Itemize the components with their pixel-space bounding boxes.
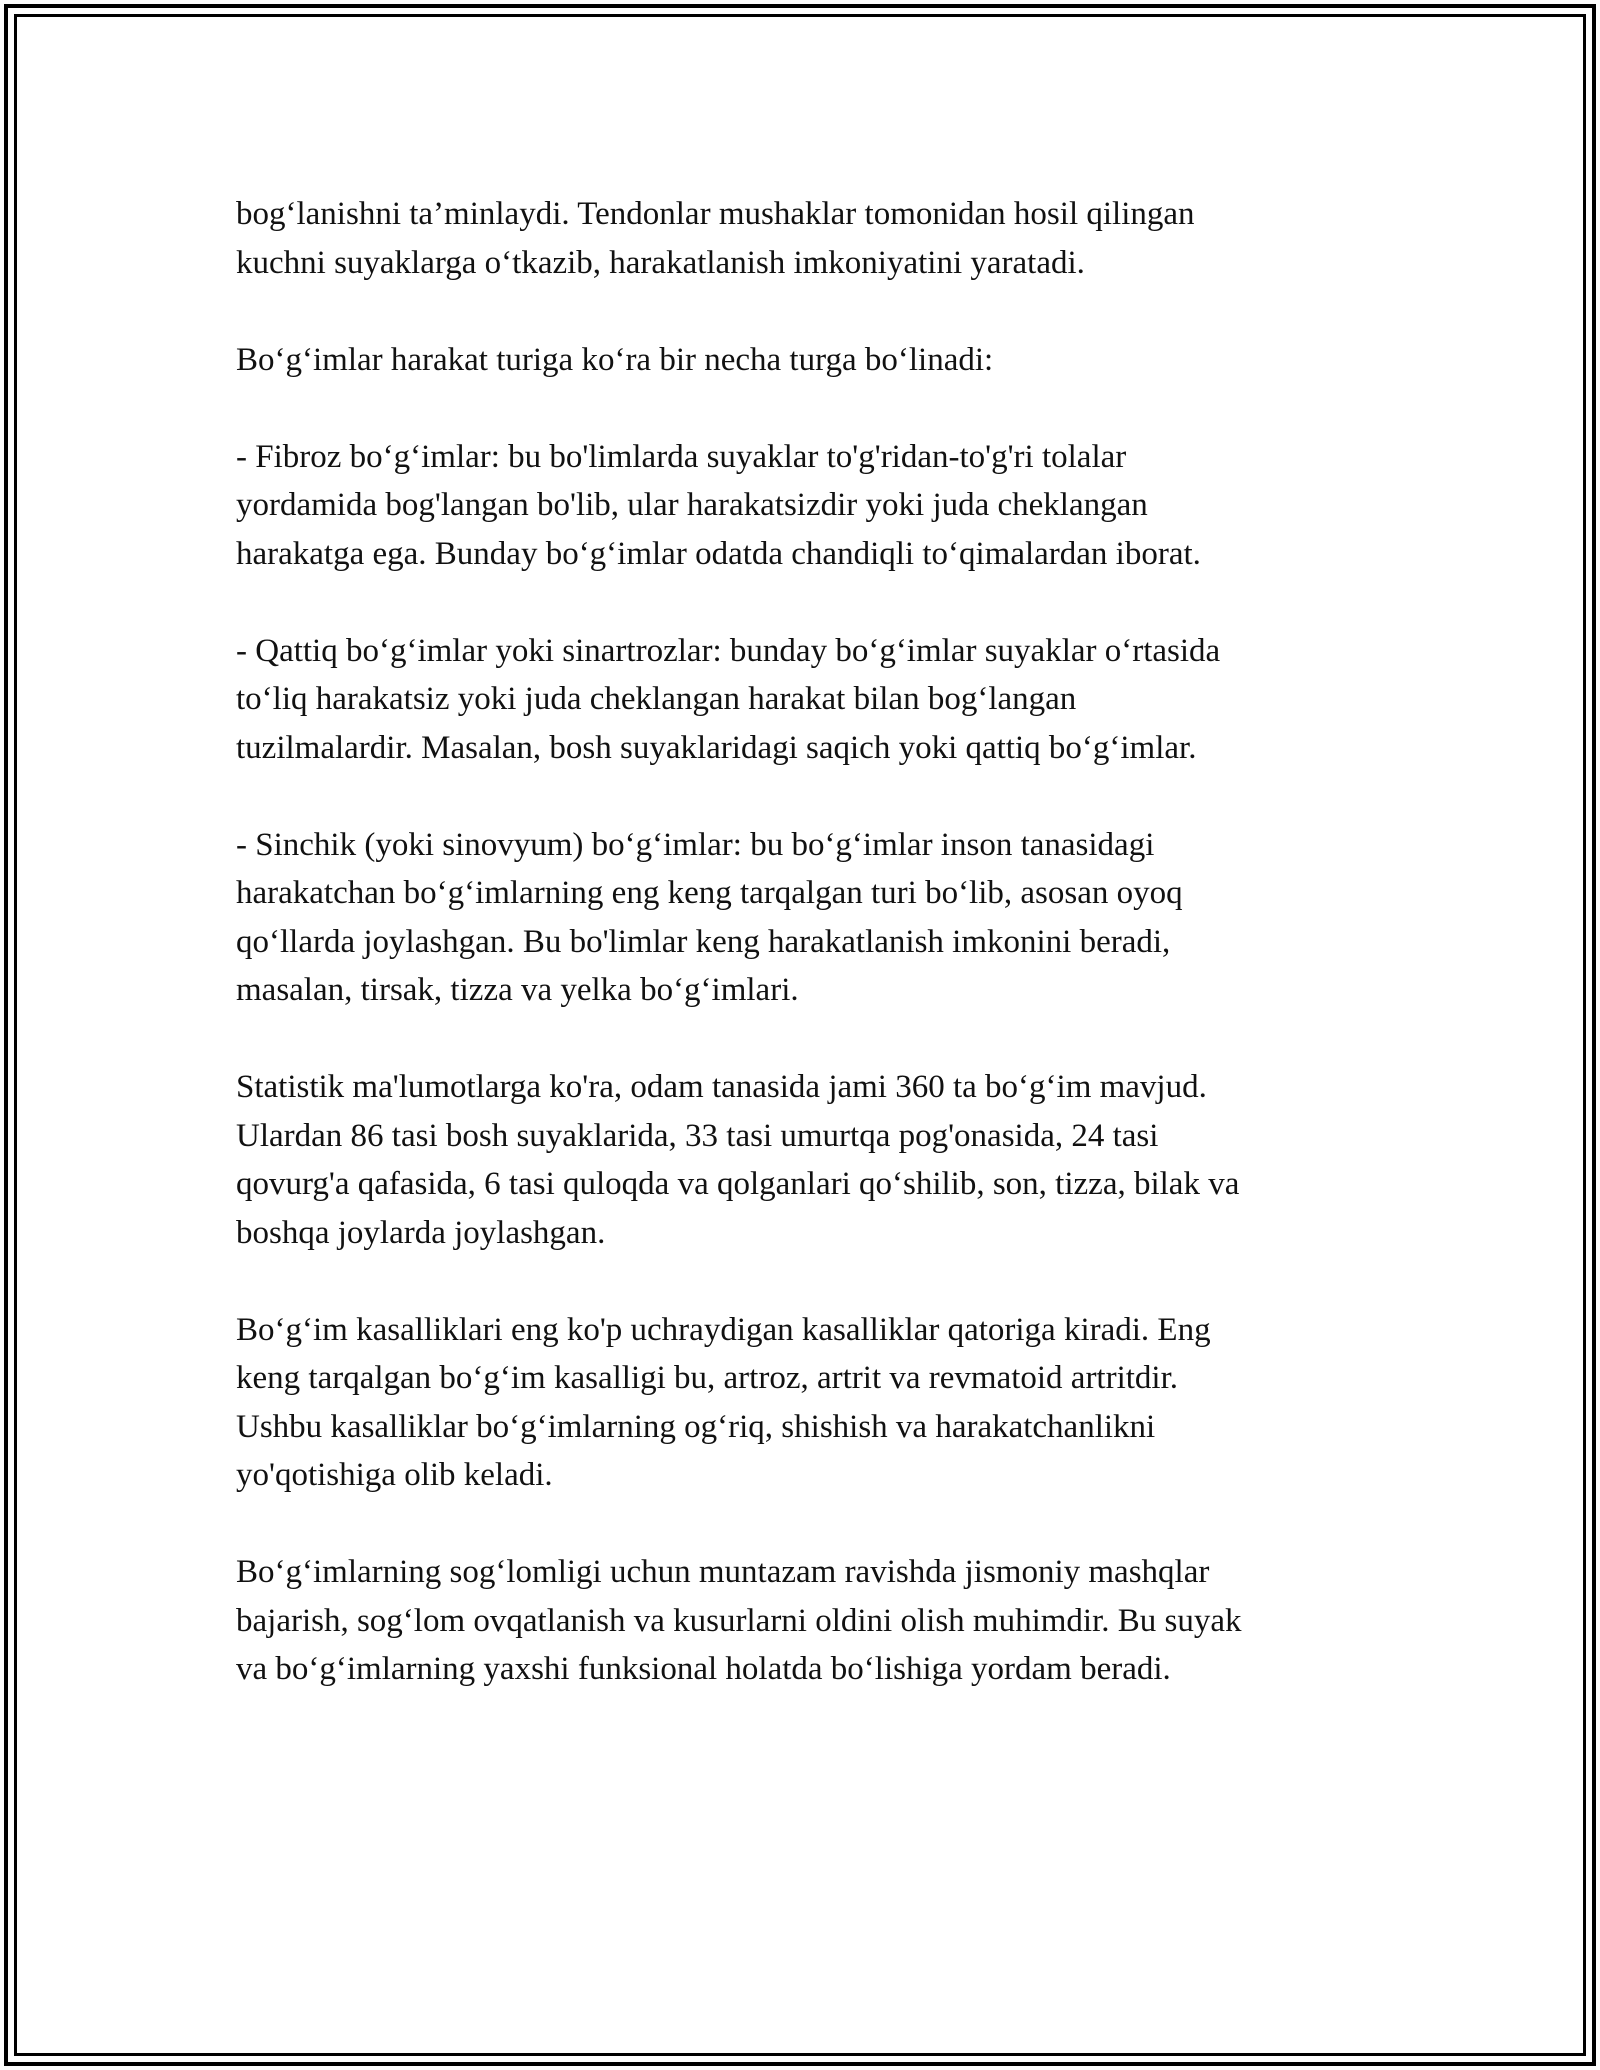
text-line: - Sinchik (yoki sinovyum) bo‘g‘imlar: bu bo‘g‘imlar inson tanasidagi xyxy=(236,826,1155,863)
text-line: Ushbu kasalliklar bo‘g‘imlarning og‘riq, shishish va harakatchanlikni xyxy=(236,1408,1156,1445)
paragraph xyxy=(236,1548,1366,1694)
paragraph xyxy=(236,821,1366,1015)
text-line: qo‘llarda joylashgan. Bu bo'limlar keng harakatlanish imkonini beradi, xyxy=(236,923,1171,960)
text-line: bajarish, sog‘lom ovqatlanish va kusurlarni oldini olish muhimdir. Bu suyak xyxy=(236,1602,1242,1639)
text-line: boshqa joylarda joylashgan. xyxy=(236,1214,606,1251)
text-line: keng tarqalgan bo‘g‘im kasalligi bu, artroz, artrit va revmatoid artritdir. xyxy=(236,1360,1179,1396)
text-line: masalan, tirsak, tizza va yelka bo‘g‘imlari. xyxy=(236,972,799,1008)
text-line: Ulardan 86 tasi bosh suyaklarida, 33 tasi umurtqa pog'onasida, 24 tasi xyxy=(236,1117,1159,1154)
text-line: to‘liq harakatsiz yoki juda cheklangan harakat bilan bog‘langan xyxy=(236,681,1077,717)
text-line: va bo‘g‘imlarning yaxshi funksional holatda bo‘lishiga yordam beradi. xyxy=(236,1651,1171,1687)
paragraph xyxy=(236,336,1366,385)
text-line: yo'qotishiga olib keladi. xyxy=(236,1457,553,1493)
document-body xyxy=(236,190,1366,1742)
text-line: Bo‘g‘imlarning sog‘lomligi uchun muntazam ravishda jismoniy mashqlar xyxy=(236,1554,1210,1590)
text-line: harakatga ega. Bunday bo‘g‘imlar odatda chandiqli to‘qimalardan iborat. xyxy=(236,535,1201,572)
text-line: qovurg'a qafasida, 6 tasi quloqda va qolganlari qo‘shilib, son, tizza, bilak va xyxy=(236,1166,1240,1202)
text-line: bog‘lanishni ta’minlaydi. Tendonlar mushaklar tomonidan hosil qilingan xyxy=(236,196,1195,232)
paragraph xyxy=(236,627,1366,773)
paragraph xyxy=(236,190,1366,287)
text-line: yordamida bog'langan bo'lib, ular harakatsizdir yoki juda cheklangan xyxy=(236,487,1148,523)
text-line: Statistik ma'lumotlarga ko'ra, odam tanasida jami 360 ta bo‘g‘im mavjud. xyxy=(236,1069,1207,1105)
text-line: Bo‘g‘imlar harakat turiga ko‘ra bir necha turga bo‘linadi: xyxy=(236,341,994,378)
paragraph xyxy=(236,433,1366,579)
text-line: harakatchan bo‘g‘imlarning eng keng tarqalgan turi bo‘lib, asosan oyoq xyxy=(236,875,1183,911)
text-line: Bo‘g‘im kasalliklari eng ko'p uchraydigan kasalliklar qatoriga kiradi. Eng xyxy=(236,1311,1211,1348)
text-line: - Fibroz bo‘g‘imlar: bu bo'limlarda suyaklar to'g'ridan-to'g'ri tolalar xyxy=(236,438,1127,475)
paragraph xyxy=(236,1306,1366,1500)
paragraph xyxy=(236,1063,1366,1257)
text-line: tuzilmalardir. Masalan, bosh suyaklaridagi saqich yoki qattiq bo‘g‘imlar. xyxy=(236,729,1197,766)
text-line: kuchni suyaklarga o‘tkazib, harakatlanish imkoniyatini yaratadi. xyxy=(236,244,1085,281)
text-line: - Qattiq bo‘g‘imlar yoki sinartrozlar: bunday bo‘g‘imlar suyaklar o‘rtasida xyxy=(236,632,1221,669)
